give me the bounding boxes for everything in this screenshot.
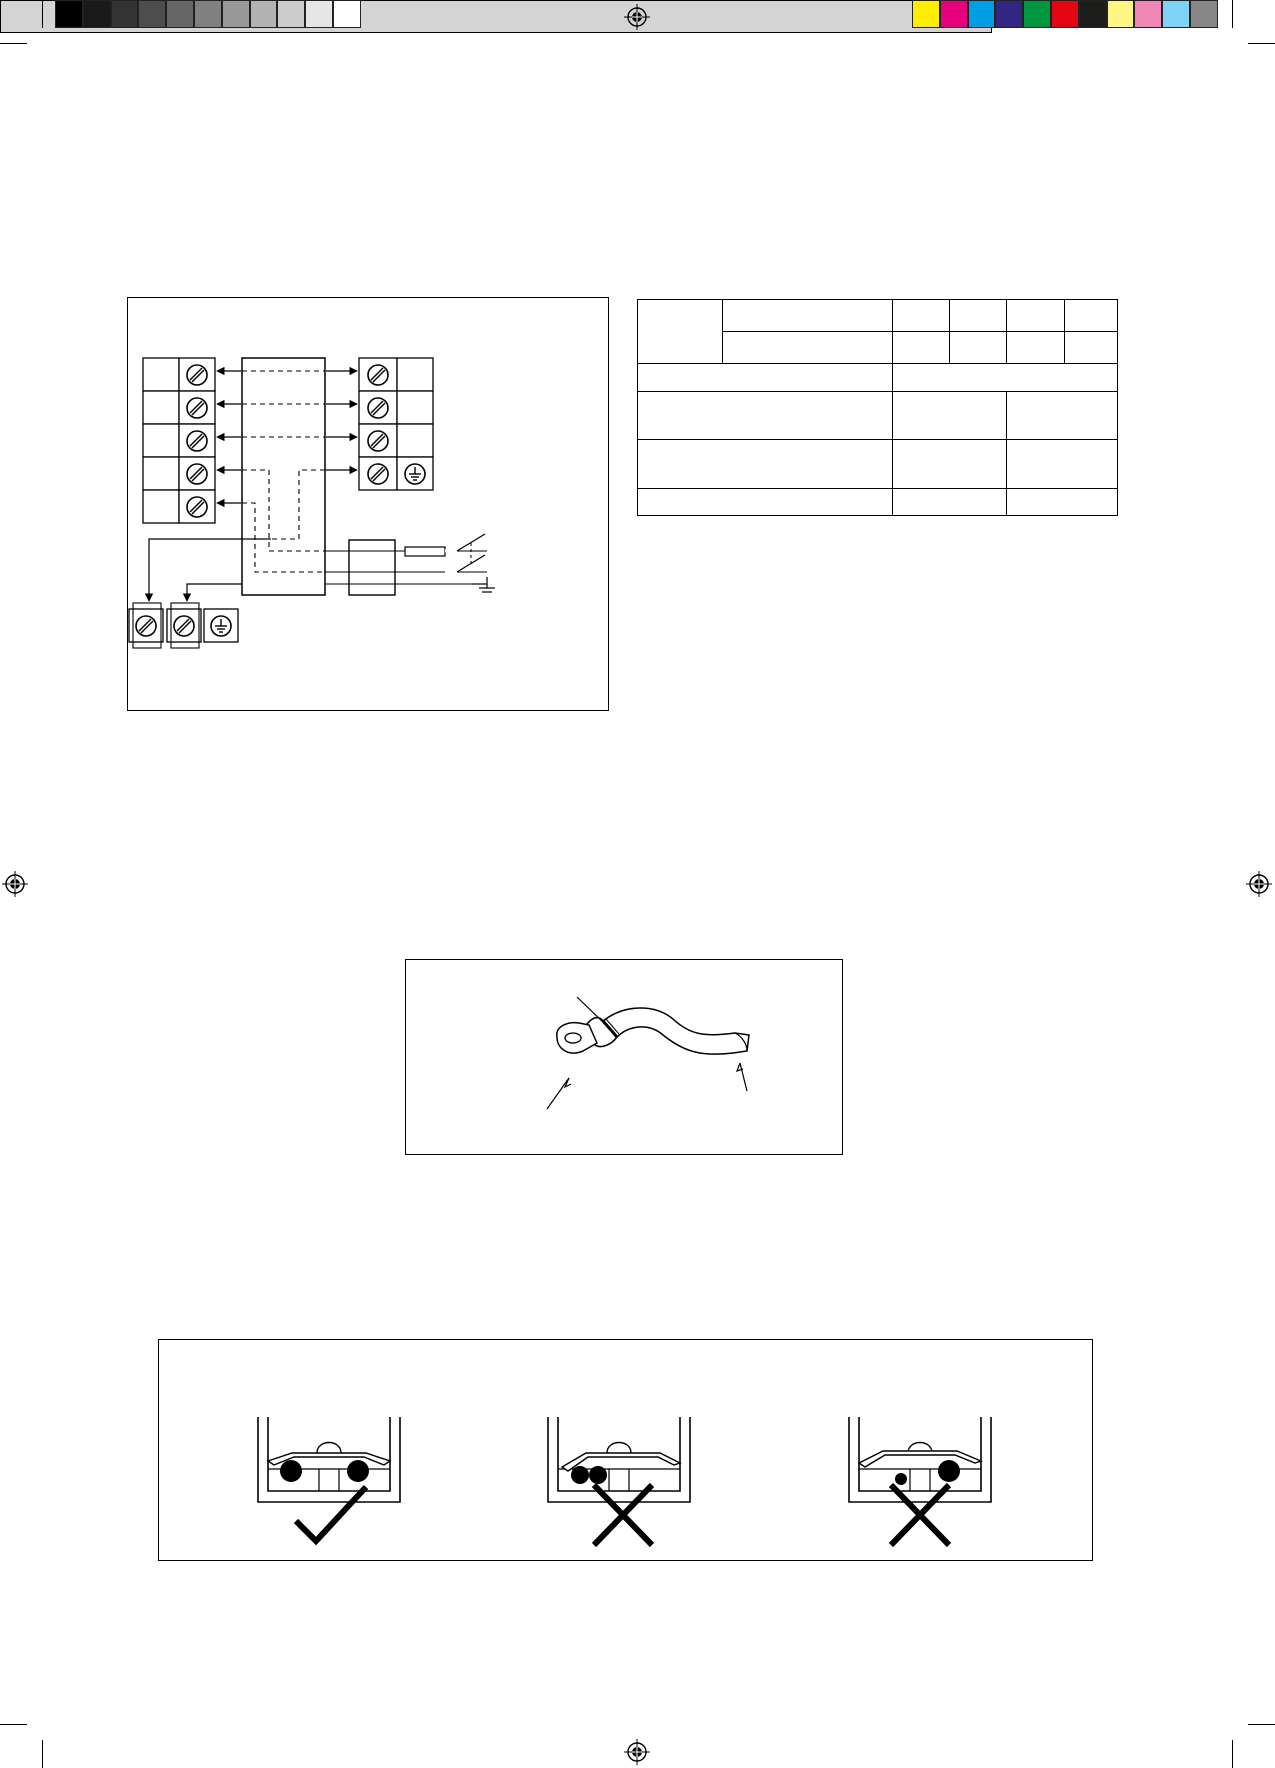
table-cell <box>893 364 1118 392</box>
fuse <box>405 547 445 556</box>
cross-icon <box>594 1485 652 1545</box>
color-swatch <box>1162 0 1190 28</box>
ground-icon <box>405 464 425 484</box>
table-cell <box>638 364 893 392</box>
trim-mark <box>0 1724 27 1725</box>
trim-mark <box>1248 1724 1275 1725</box>
wire-end <box>347 1460 369 1482</box>
terminal-example-wrong-2 <box>849 1417 991 1545</box>
terminal-example-wrong-1 <box>548 1417 690 1545</box>
table-cell <box>638 489 893 516</box>
table-cell <box>723 300 893 332</box>
wire-end <box>589 1466 607 1484</box>
indoor-terminal-block <box>143 358 215 523</box>
color-swatch <box>1051 0 1079 28</box>
color-swatch <box>995 0 1023 28</box>
table-cell <box>1007 392 1118 440</box>
gray-swatch <box>305 0 333 28</box>
trim-mark <box>1248 43 1275 44</box>
gray-swatch <box>55 0 83 28</box>
registration-mark-left <box>2 871 28 897</box>
wire-end <box>895 1473 907 1485</box>
color-swatch <box>1134 0 1162 28</box>
gray-swatch <box>333 0 361 28</box>
gray-swatch <box>194 0 222 28</box>
ring-terminal-cable-illustration <box>405 959 843 1155</box>
table-cell <box>1007 440 1118 489</box>
registration-mark-top <box>624 4 650 30</box>
table-cell <box>723 332 893 364</box>
table-cell <box>1007 332 1065 364</box>
color-swatch <box>1023 0 1051 28</box>
table-cell <box>1007 300 1065 332</box>
table-cell <box>1065 300 1118 332</box>
trim-mark <box>42 0 43 28</box>
gray-swatch <box>222 0 250 28</box>
cable <box>603 1008 749 1054</box>
cable-duct <box>242 358 325 595</box>
trim-mark <box>42 1740 43 1768</box>
junction-box <box>349 540 395 595</box>
table-cell <box>893 332 950 364</box>
color-swatch <box>968 0 996 28</box>
cross-icon <box>891 1485 949 1545</box>
gray-swatch <box>166 0 194 28</box>
wire-end <box>938 1460 960 1482</box>
color-swatch <box>1079 0 1107 28</box>
table-cell <box>1065 332 1118 364</box>
gray-swatch <box>250 0 278 28</box>
table-cell <box>638 440 893 489</box>
color-swatch <box>1190 0 1218 28</box>
table-cell <box>638 392 893 440</box>
trim-mark <box>1232 0 1233 28</box>
gray-swatch <box>138 0 166 28</box>
check-icon <box>296 1487 366 1541</box>
wiring-diagram <box>127 297 609 711</box>
gray-swatch <box>83 0 111 28</box>
table-cell <box>950 300 1007 332</box>
registration-mark-bottom <box>624 1739 650 1765</box>
trim-mark <box>1232 1740 1233 1768</box>
table-cell <box>893 300 950 332</box>
terminal-example-correct <box>258 1417 400 1541</box>
gray-swatch <box>111 0 139 28</box>
table-cell <box>1007 489 1118 516</box>
outdoor-terminal-block <box>359 358 433 490</box>
color-swatch <box>1107 0 1135 28</box>
spec-table <box>637 299 1118 516</box>
terminal-examples <box>158 1339 1093 1561</box>
table-cell <box>893 392 1007 440</box>
wire-end <box>280 1460 302 1482</box>
table-cell <box>950 332 1007 364</box>
table-cell <box>638 300 723 364</box>
ground-icon <box>472 577 495 592</box>
table-cell <box>893 440 1007 489</box>
registration-mark-right <box>1246 871 1272 897</box>
gray-swatch <box>277 0 305 28</box>
table-cell <box>893 489 1007 516</box>
wire-end <box>571 1466 589 1484</box>
power-terminal-block <box>129 603 238 648</box>
color-swatch <box>940 0 968 28</box>
trim-mark <box>0 43 27 44</box>
color-swatch <box>912 0 940 28</box>
ground-icon <box>211 616 231 636</box>
